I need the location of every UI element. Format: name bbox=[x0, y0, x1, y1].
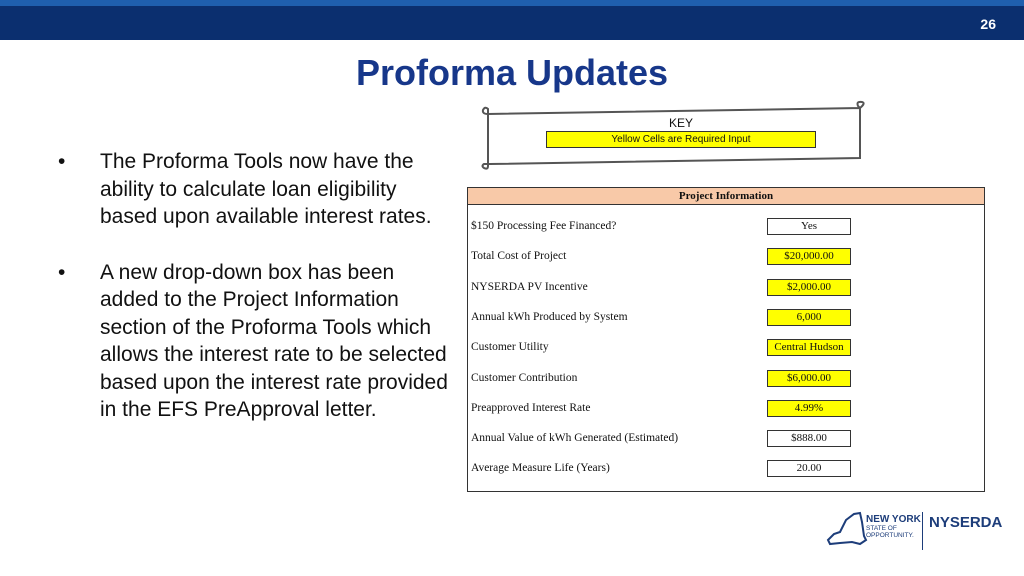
project-info-row bbox=[468, 309, 984, 327]
project-info-row bbox=[468, 430, 984, 448]
project-info-row bbox=[468, 370, 984, 388]
logo-divider bbox=[922, 512, 923, 550]
row-value-cell[interactable]: 6,000 bbox=[767, 309, 851, 326]
project-info-row bbox=[468, 218, 984, 236]
slide-number: 26 bbox=[980, 16, 996, 32]
row-value-cell[interactable]: Yes bbox=[767, 218, 851, 235]
row-label: Customer Utility bbox=[471, 341, 549, 354]
row-label: Preapproved Interest Rate bbox=[471, 401, 591, 414]
project-info-row bbox=[468, 339, 984, 357]
bullet-item bbox=[58, 148, 458, 231]
logo-tagline bbox=[866, 525, 914, 539]
slide-title: Proforma Updates bbox=[355, 52, 669, 93]
row-value-cell[interactable]: 20.00 bbox=[767, 460, 851, 477]
project-info-row bbox=[468, 248, 984, 266]
row-value-cell[interactable]: $20,000.00 bbox=[767, 248, 851, 265]
bullet-text: A new drop-down box has been added to the Project Information section of the Proforma Tools which allows the interest rate to be selected based upon the interest rate provided in the EFS PreApproval letter. bbox=[100, 260, 448, 421]
project-info-row bbox=[468, 460, 984, 478]
bullet-item bbox=[58, 259, 458, 424]
project-information-panel bbox=[467, 187, 985, 492]
header-stripe bbox=[0, 0, 1024, 6]
row-label: $150 Processing Fee Financed? bbox=[471, 220, 617, 232]
logo-brand: NYSERDA bbox=[929, 514, 1003, 531]
row-label: Customer Contribution bbox=[471, 371, 578, 384]
ny-state-map-icon bbox=[826, 510, 868, 550]
row-value-cell[interactable]: $2,000.00 bbox=[767, 279, 851, 296]
project-info-row bbox=[468, 400, 984, 418]
row-value-cell[interactable]: Central Hudson bbox=[767, 339, 851, 356]
bullet-list bbox=[58, 148, 458, 452]
nyserda-logo bbox=[826, 508, 1001, 554]
header-band bbox=[0, 0, 1024, 40]
logo-line-3: OPPORTUNITY. bbox=[866, 532, 914, 539]
bullet-dot: • bbox=[58, 150, 66, 173]
logo-line-1: NEW YORK bbox=[866, 514, 921, 525]
panel-header: Project Information bbox=[468, 188, 984, 205]
row-label: Total Cost of Project bbox=[471, 250, 567, 263]
key-label: KEY bbox=[668, 116, 693, 130]
key-required-swatch: Yellow Cells are Required Input bbox=[546, 131, 816, 148]
bullet-dot: • bbox=[58, 260, 66, 284]
logo-line-2: STATE OF bbox=[866, 525, 897, 532]
row-label: NYSERDA PV Incentive bbox=[471, 280, 588, 293]
row-label: Annual Value of kWh Generated (Estimated) bbox=[471, 432, 679, 445]
row-label: Average Measure Life (Years) bbox=[471, 462, 610, 475]
row-label: Annual kWh Produced by System bbox=[471, 310, 628, 323]
row-value-cell[interactable]: $888.00 bbox=[767, 430, 851, 447]
project-info-row bbox=[468, 279, 984, 297]
row-value-cell[interactable]: 4.99% bbox=[767, 400, 851, 417]
row-value-cell[interactable]: $6,000.00 bbox=[767, 370, 851, 387]
bullet-text: The Proforma Tools now have the ability to calculate loan eligibility based upon available interest rates. bbox=[100, 150, 432, 228]
